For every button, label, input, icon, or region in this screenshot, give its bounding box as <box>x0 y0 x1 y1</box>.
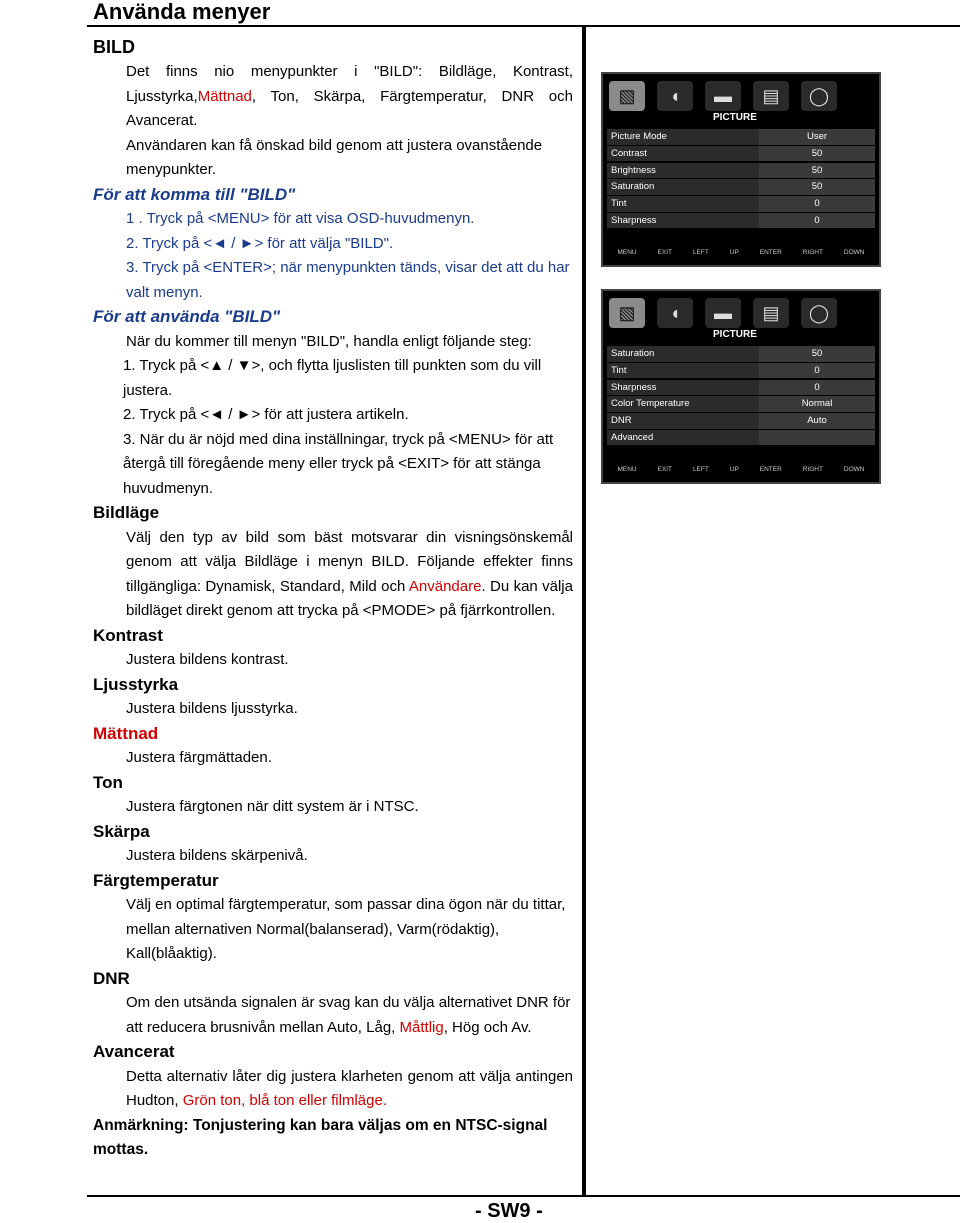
reach-heading: För att komma till "BILD" <box>93 184 296 204</box>
note: Anmärkning: Tonjustering kan bara väljas om en NTSC-signal mottas. <box>93 1116 548 1158</box>
osd-screenshot-2 <box>601 289 881 484</box>
use-intro: När du kommer till menyn "BILD", handla enligt följande steg: <box>126 332 532 350</box>
osd-row-value: 0 <box>759 363 875 379</box>
heading-skarpa: Skärpa <box>93 821 150 841</box>
frame-top-rule <box>87 25 960 27</box>
text-ton: Justera färgtonen när ditt system är i NTSC. <box>126 798 419 815</box>
heading-avancerat: Avancerat <box>93 1042 175 1061</box>
osd-row-label: Saturation <box>607 346 759 362</box>
osd-rows <box>607 129 875 230</box>
text-column <box>93 34 573 1163</box>
page-title: Använda menyer <box>93 0 271 24</box>
text-fargtemperatur: Välj en optimal färgtemperatur, som passar dina ögon när du tittar, mellan alternativen Normal(balanserad), Varm(rödaktig), Kall(blåaktig). <box>126 896 566 962</box>
text-bildlage <box>93 526 573 624</box>
osd-row-label: Saturation <box>607 179 759 195</box>
osd-row-value: 0 <box>759 196 875 212</box>
column-divider <box>582 26 586 1197</box>
text-skarpa: Justera bildens skärpenivå. <box>126 847 308 864</box>
avancerat-text-a: Detta alternativ låter dig justera klarheten genom att välja antingen Hudton, <box>126 1067 573 1109</box>
osd-row-label: Color Temperature <box>607 396 759 412</box>
osd-row-value: 50 <box>759 163 875 179</box>
remote-icon: ▤ <box>753 81 789 111</box>
osd-row-label: Brightness <box>607 163 759 179</box>
key-exit: EXIT <box>657 249 672 256</box>
bild-intro <box>93 60 573 134</box>
key-enter: ENTER <box>759 249 782 256</box>
key-right: RIGHT <box>802 466 823 473</box>
osd-row <box>607 413 875 429</box>
dnr-text-a: Om den utsända signalen är svag kan du välja alternativet DNR för att reducera brusnivån mellan Auto, Låg, <box>126 994 571 1036</box>
key-up: UP <box>729 466 739 473</box>
reach-step-3: 3. Tryck på <ENTER>; när menypunkten tänds, visar det att du har valt menyn. <box>126 259 570 301</box>
key-left: LEFT <box>692 466 709 473</box>
osd-icon-row <box>609 295 873 331</box>
key-right: RIGHT <box>802 249 823 256</box>
osd-row <box>607 396 875 412</box>
osd-key-bar <box>607 466 875 473</box>
text-ljusstyrka: Justera bildens ljusstyrka. <box>126 700 298 717</box>
key-down: DOWN <box>843 466 865 473</box>
heading-mattnad: Mättnad <box>93 723 159 743</box>
osd-row <box>607 213 875 229</box>
key-enter: ENTER <box>759 466 782 473</box>
osd-row <box>607 430 875 446</box>
key-menu: MENU <box>617 466 637 473</box>
remote-icon: ▤ <box>753 298 789 328</box>
avancerat-text-red: Grön ton, blå ton eller filmläge. <box>182 1092 387 1109</box>
osd-title: PICTURE <box>713 329 757 340</box>
use-step-2: 2. Tryck på <◄ / ►> för att justera artikeln. <box>123 406 409 423</box>
key-left: LEFT <box>692 249 709 256</box>
section-heading-bild: BILD <box>93 37 135 57</box>
bild-intro-red: Mättnad <box>197 87 252 105</box>
picture-icon: ▧ <box>609 81 645 111</box>
key-exit: EXIT <box>657 466 672 473</box>
heading-kontrast: Kontrast <box>93 625 163 645</box>
reach-step-1: 1 . Tryck på <MENU> för att visa OSD-huvudmenyn. <box>126 210 475 227</box>
heading-dnr: DNR <box>93 968 130 988</box>
osd-row <box>607 179 875 195</box>
osd-row <box>607 129 875 145</box>
picture-icon: ▧ <box>609 298 645 328</box>
osd-row <box>607 380 875 396</box>
bildlage-text-red: Användare <box>408 577 482 595</box>
osd-row-label: Tint <box>607 196 759 212</box>
heading-ljusstyrka: Ljusstyrka <box>93 674 179 694</box>
speaker-icon: ◖ <box>657 298 693 328</box>
text-dnr <box>93 991 573 1040</box>
heading-fargtemperatur: Färgtemperatur <box>93 870 219 890</box>
use-heading: För att använda "BILD" <box>93 307 281 326</box>
text-avancerat <box>93 1065 573 1114</box>
page-number: - SW9 - <box>475 1200 543 1222</box>
osd-row-label: Sharpness <box>607 380 759 396</box>
use-step-3: 3. När du är nöjd med dina inställningar, tryck på <MENU> för att återgå till föregående meny eller tryck på <EXIT> för att stänga huvudmenyn. <box>123 430 554 497</box>
heading-bildlage: Bildläge <box>93 503 160 522</box>
osd-title: PICTURE <box>713 112 757 123</box>
frame-bottom-rule <box>87 1195 960 1197</box>
dnr-text-red: Måttlig <box>399 1018 444 1036</box>
osd-row-value <box>759 430 875 446</box>
osd-row-value: 50 <box>759 179 875 195</box>
osd-row-label: DNR <box>607 413 759 429</box>
osd-icon-row <box>609 78 873 114</box>
text-mattnad: Justera färgmättaden. <box>126 749 272 766</box>
dnr-text-b: , Hög och Av. <box>443 1018 532 1036</box>
osd-row <box>607 163 875 179</box>
bild-intro-text-a: Det finns nio menypunkter i "BILD": Bildläge, Kontrast, Ljusstyrka, <box>126 63 573 105</box>
key-down: DOWN <box>843 249 865 256</box>
reach-step-2: 2. Tryck på <◄ / ►> för att välja "BILD". <box>126 234 394 252</box>
osd-row-value: User <box>759 129 875 145</box>
heading-ton: Ton <box>93 772 123 792</box>
osd-row-label: Advanced <box>607 430 759 446</box>
key-menu: MENU <box>617 249 637 256</box>
osd-row <box>607 146 875 162</box>
osd-key-bar <box>607 249 875 256</box>
key-up: UP <box>729 249 739 256</box>
osd-row <box>607 363 875 379</box>
osd-row-value: 0 <box>759 213 875 229</box>
speaker-icon: ◖ <box>657 81 693 111</box>
osd-row <box>607 196 875 212</box>
osd-row-value: Auto <box>759 413 875 429</box>
ring-icon: ◯ <box>801 81 837 111</box>
osd-row-label: Contrast <box>607 146 759 162</box>
osd-rows <box>607 346 875 447</box>
bildlage-text-a: Välj den typ av bild som bäst motsvarar din visningsönskemål genom att välja Bildläge i menyn BILD. Följande effekter finns tillgängliga: Dynamisk, Standard, Mild och <box>126 528 573 595</box>
osd-row-value: Normal <box>759 396 875 412</box>
tv-icon: ▬ <box>705 298 741 328</box>
osd-row-value: 0 <box>759 380 875 396</box>
bild-intro-text-b: , Ton, Skärpa, Färgtemperatur, DNR och Avancerat. <box>126 87 573 129</box>
bild-intro-2: Användaren kan få önskad bild genom att justera ovanstående menypunkter. <box>126 136 543 178</box>
ring-icon: ◯ <box>801 298 837 328</box>
osd-row-value: 50 <box>759 346 875 362</box>
tv-icon: ▬ <box>705 81 741 111</box>
osd-row-value: 50 <box>759 146 875 162</box>
bildlage-text-b: . Du kan välja bildläget direkt genom att trycka på <PMODE> på fjärrkontrollen. <box>126 577 573 619</box>
osd-screenshot-1 <box>601 72 881 267</box>
osd-row-label: Picture Mode <box>607 129 759 145</box>
osd-row-label: Sharpness <box>607 213 759 229</box>
osd-row-label: Tint <box>607 363 759 379</box>
use-step-1: 1. Tryck på <▲ / ▼>, och flytta ljuslisten till punkten som du vill justera. <box>123 357 542 399</box>
osd-row <box>607 346 875 362</box>
text-kontrast: Justera bildens kontrast. <box>126 651 289 668</box>
